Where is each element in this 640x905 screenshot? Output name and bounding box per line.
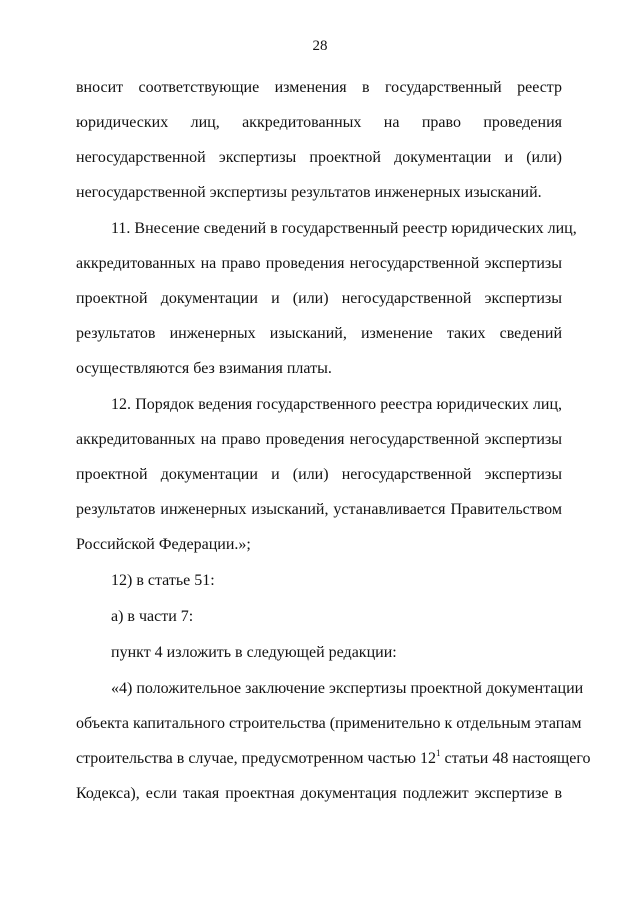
paragraph-11	[76, 211, 577, 386]
text-line: объекта капитального строительства (применительно к отдельным этапам	[76, 715, 582, 732]
text-fragment: статьи 48 настоящего	[440, 750, 591, 767]
text-line: вносит соответствующие изменения в государственный реестр	[76, 79, 562, 96]
text-line: негосударственной экспертизы проектной документации и (или)	[76, 149, 562, 166]
paragraph-subitem-a	[76, 599, 562, 634]
text-line: а) в части 7:	[111, 608, 194, 625]
text-line: результатов инженерных изысканий, устанавливается Правительством	[76, 501, 562, 518]
text-line: 12) в статье 51:	[111, 572, 215, 589]
text-line: юридических лиц, аккредитованных на право проведения	[76, 114, 562, 131]
paragraph-item-12	[76, 563, 562, 598]
text-line: 11. Внесение сведений в государственный реестр юридических лиц,	[111, 220, 577, 237]
text-line: аккредитованных на право проведения негосударственной экспертизы	[76, 255, 562, 272]
text-line: осуществляются без взимания платы.	[76, 360, 332, 377]
text-line: проектной документации и (или) негосударственной экспертизы	[76, 290, 562, 307]
superscript: 1	[436, 748, 441, 758]
document-body	[76, 70, 591, 811]
paragraph-12	[76, 387, 562, 562]
text-line: негосударственной экспертизы результатов инженерных изысканий.	[76, 184, 542, 201]
text-line-with-superscript	[76, 741, 591, 776]
text-line: результатов инженерных изысканий, изменение таких сведений	[76, 325, 562, 342]
text-line: проектной документации и (или) негосударственной экспертизы	[76, 466, 562, 483]
text-line: Российской Федерации.»;	[76, 536, 251, 553]
text-line: Кодекса), если такая проектная документация подлежит экспертизе в	[76, 785, 562, 802]
text-line: 12. Порядок ведения государственного реестра юридических лиц,	[111, 396, 562, 413]
text-fragment: строительства в случае, предусмотренном частью 12	[76, 750, 436, 767]
page-number: 28	[312, 38, 328, 54]
text-line: «4) положительное заключение экспертизы проектной документации	[111, 680, 584, 697]
paragraph-quoted-item-4	[76, 671, 591, 811]
paragraph-continuation	[76, 70, 562, 210]
text-line: аккредитованных на право проведения негосударственной экспертизы	[76, 431, 562, 448]
paragraph-instruction	[76, 635, 562, 670]
text-line: пункт 4 изложить в следующей редакции:	[111, 644, 397, 661]
